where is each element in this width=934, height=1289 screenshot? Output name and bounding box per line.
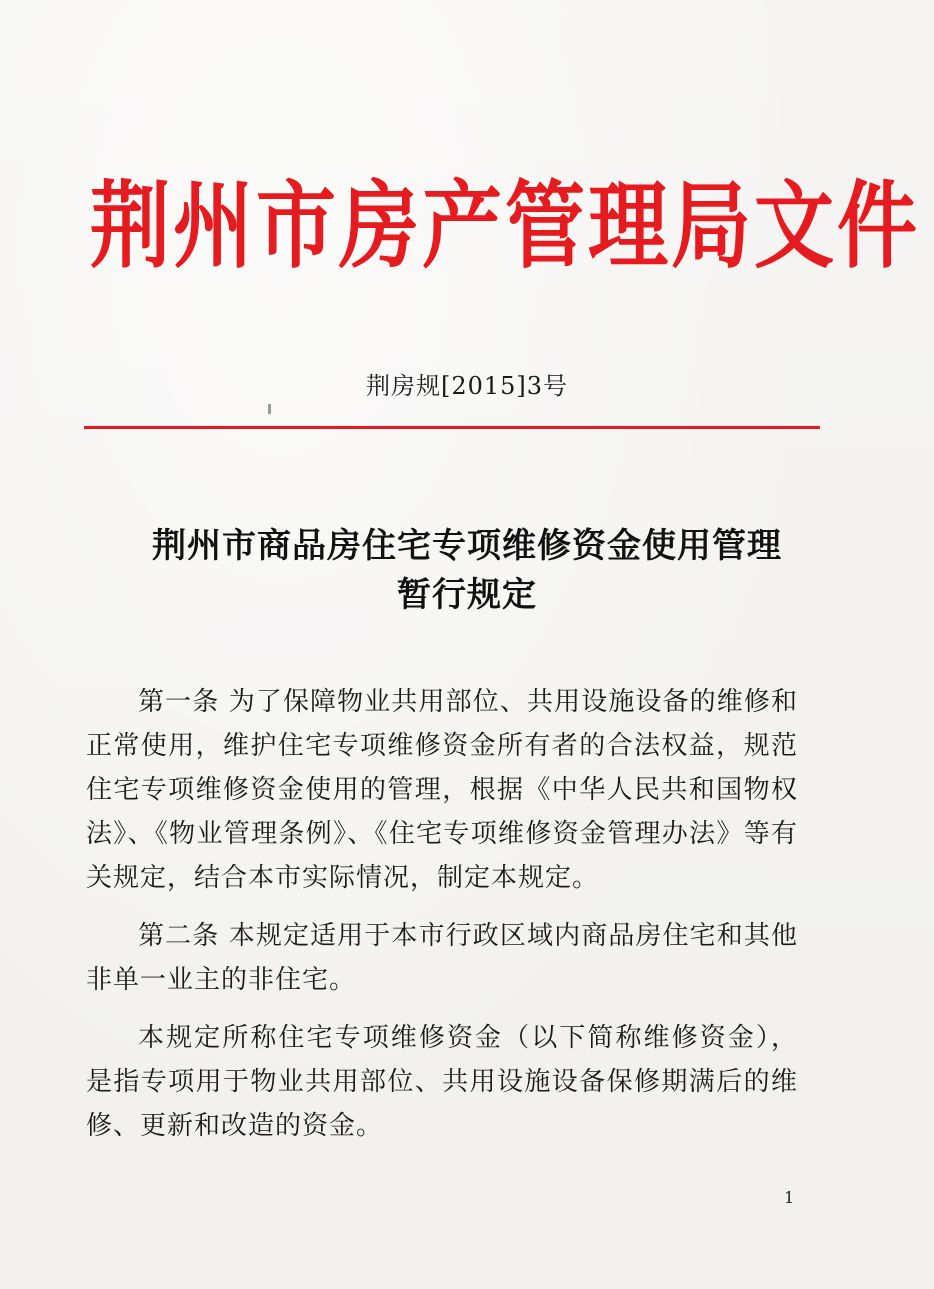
document-body: [86, 680, 798, 1162]
document-number: 荆房规[2015]3号: [365, 372, 569, 400]
document-title-line-2: 暂行规定: [397, 575, 537, 615]
red-divider-line: [84, 426, 820, 429]
definition-paragraph: 本规定所称住宅专项维修资金（以下简称维修资金），是指专项用于物业共用部位、共用设施设备保修期满后的维修、更新和改造的资金。: [86, 1023, 798, 1141]
document-title-line-1: 荆州市商品房住宅专项维修资金使用管理: [152, 526, 782, 566]
scan-mark: [268, 404, 271, 414]
issuer-header-title: 荆州市房产管理局文件: [90, 171, 920, 281]
page-number: 1: [784, 1188, 795, 1207]
article-2-paragraph: 第二条 本规定适用于本市行政区域内商品房住宅和其他非单一业主的非住宅。: [86, 921, 798, 995]
article-1-paragraph: 第一条 为了保障物业共用部位、共用设施设备的维修和正常使用，维护住宅专项维修资金所有者的合法权益，规范住宅专项维修资金使用的管理，根据《中华人民共和国物权法》、《物业管理条例》、《住宅专项维修资金管理办法》等有关规定，结合本市实际情况，制定本规定。: [86, 687, 798, 893]
